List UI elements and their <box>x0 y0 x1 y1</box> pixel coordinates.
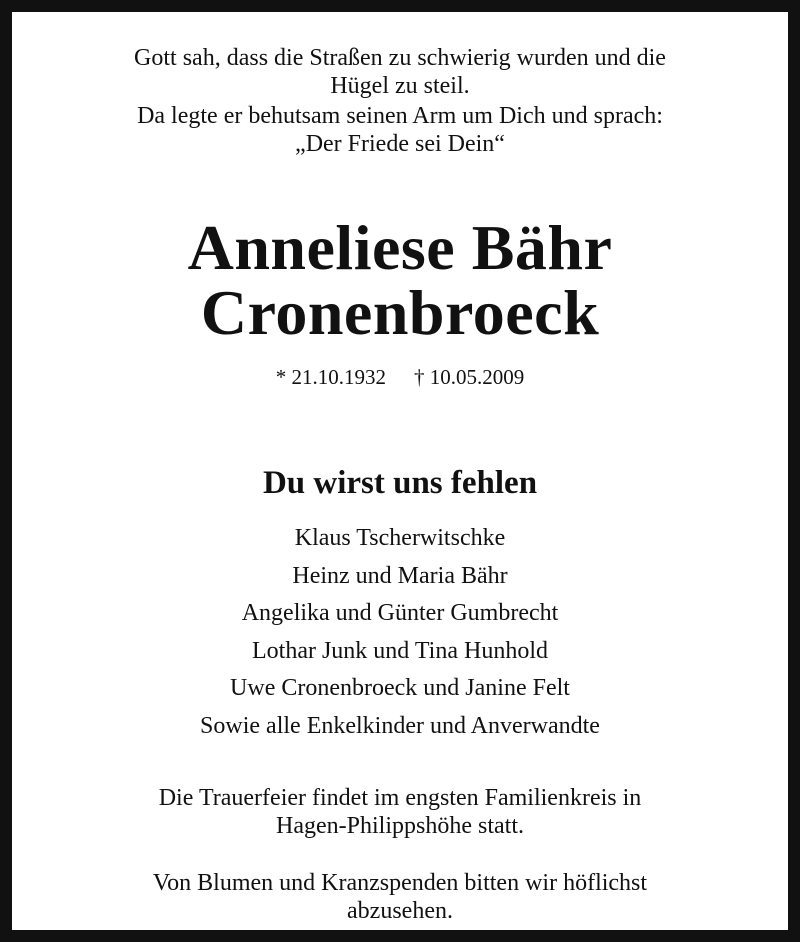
death-date: † 10.05.2009 <box>414 365 525 389</box>
flowers-text <box>12 869 788 925</box>
farewell-heading: Du wirst uns fehlen <box>262 465 538 501</box>
memorial-verse <box>12 44 788 158</box>
mourner-entry: Uwe Cronenbroeck und Janine Felt <box>230 675 570 701</box>
verse-line <box>12 102 788 158</box>
flowers-line-1: Von Blumen und Kranzspenden bitten wir höflichst <box>152 870 648 896</box>
mourner-entry: Angelika und Günter Gumbrecht <box>241 600 559 626</box>
mourner-entry: Sowie alle Enkelkinder und Anverwandte <box>200 712 600 739</box>
verse-line-2: Hügel zu steil. <box>330 73 470 99</box>
service-line-1: Die Trauerfeier findet im engsten Familienkreis in <box>158 785 642 811</box>
deceased-name-line-1: Anneliese Bähr <box>187 212 613 283</box>
birth-date: * 21.10.1932 <box>275 365 386 389</box>
funeral-service-note <box>12 784 788 840</box>
deceased-name-line-2: Cronenbroeck <box>200 277 600 348</box>
mourner-entry: Heinz und Maria Bähr <box>292 562 508 589</box>
mourners-list <box>12 520 788 745</box>
verse-line-4: „Der Friede sei Dein“ <box>295 131 505 157</box>
service-line-2: Hagen-Philippshöhe statt. <box>276 813 524 839</box>
life-dates <box>12 364 788 390</box>
verse-line-3: Da legte er behutsam seinen Arm um Dich und sprach: <box>137 103 663 129</box>
flowers-line-2: abzusehen. <box>347 898 453 924</box>
flowers-note <box>12 869 788 925</box>
verse-line <box>12 44 788 100</box>
mourner-entry: Lothar Junk und Tina Hunhold <box>251 637 548 664</box>
verse-line-1: Gott sah, dass die Straßen zu schwierig wurden und die <box>134 45 666 71</box>
mourner-entry: Klaus Tscherwitschke <box>294 525 506 551</box>
deceased-name <box>12 212 788 348</box>
service-text <box>12 784 788 840</box>
